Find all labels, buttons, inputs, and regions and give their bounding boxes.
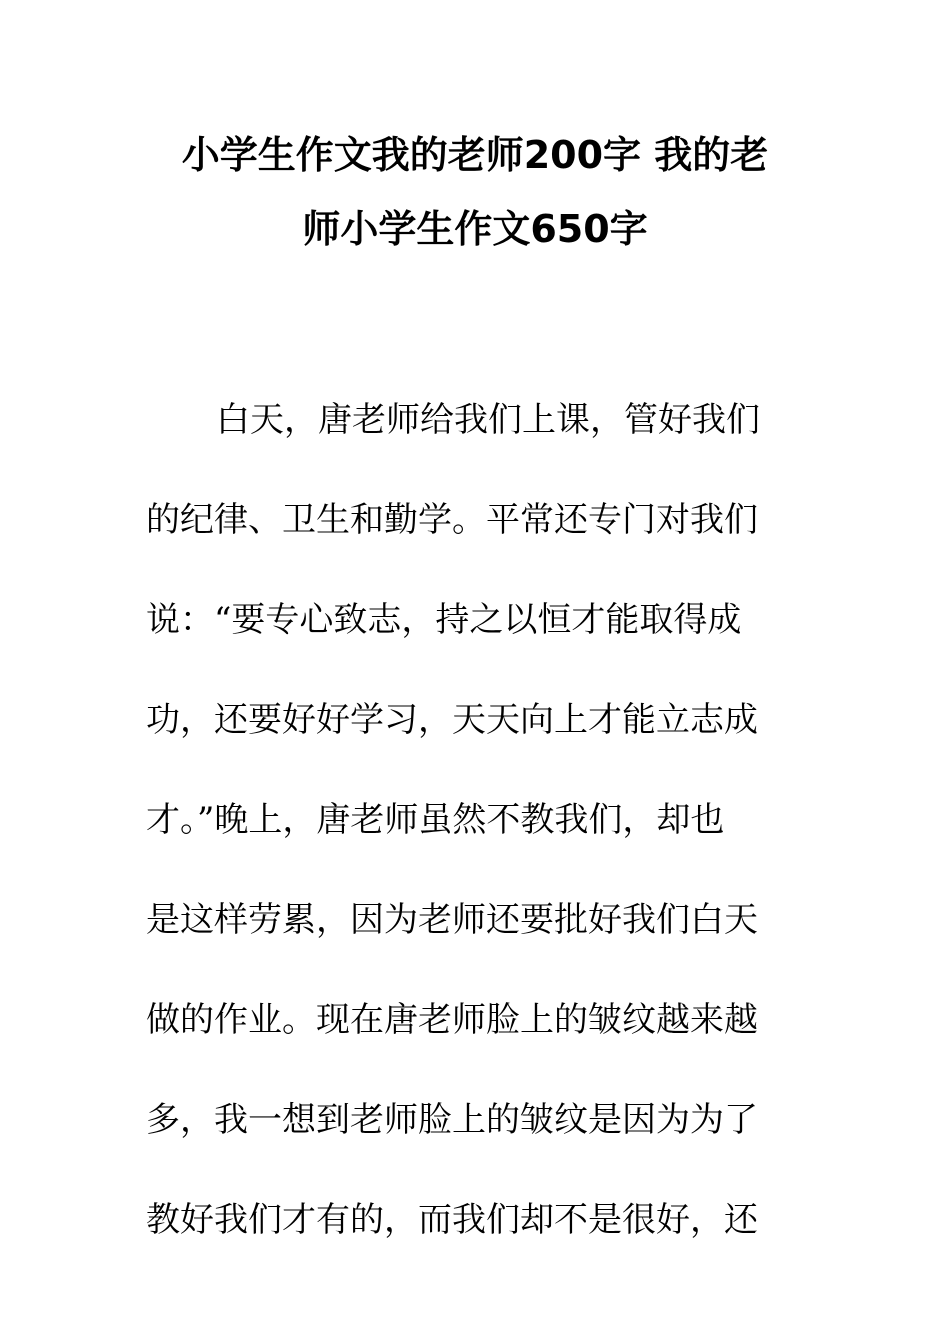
paragraph-line: 做的作业。现在唐老师脸上的皱纹越来越: [146, 1000, 758, 1040]
title-line: 小学生作文我的老师200字 我的老: [181, 133, 769, 177]
document-title: [140, 118, 810, 266]
paragraph-line: 功，还要好好学习，天天向上才能立志成: [146, 700, 758, 740]
document-body: [146, 370, 786, 1270]
paragraph-line: 白天，唐老师给我们上课，管好我们: [216, 400, 760, 440]
paragraph-line: 说：“要专心致志，持之以恒才能取得成: [146, 600, 742, 640]
paragraph-line: 多，我一想到老师脸上的皱纹是因为为了: [146, 1100, 758, 1140]
paragraph-line: 是这样劳累，因为老师还要批好我们白天: [146, 900, 758, 940]
paragraph-line: 的纪律、卫生和勤学。平常还专门对我们: [146, 500, 758, 540]
title-line: 师小学生作文650字: [302, 207, 648, 251]
paragraph-line: 才。”晚上，唐老师虽然不教我们，却也: [146, 800, 725, 840]
paragraph-line: 教好我们才有的，而我们却不是很好，还: [146, 1200, 758, 1240]
